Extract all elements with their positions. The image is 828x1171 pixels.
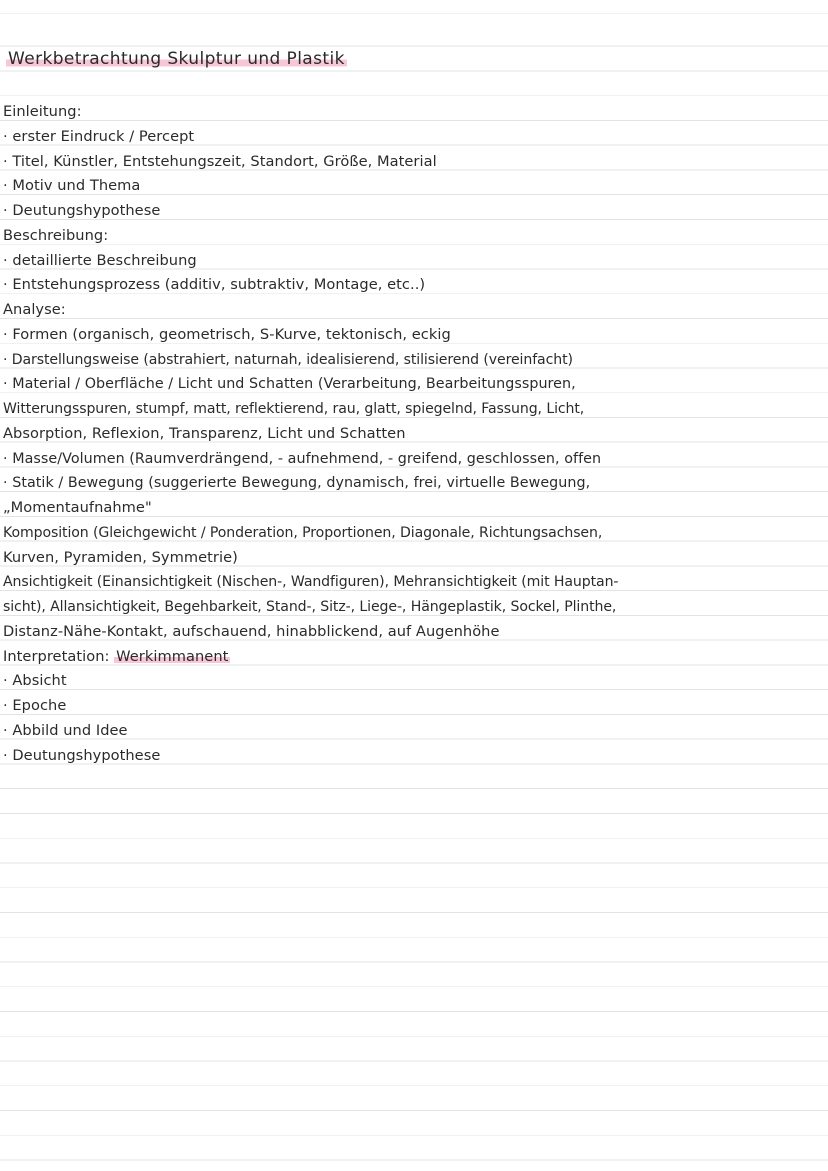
notes-list [3,100,823,768]
note-line: sicht), Allansichtigkeit, Begehbarkeit, Stand-, Sitz-, Liege-, Hängeplastik, Sockel, Plinthe, [3,599,617,615]
note-line: · Deutungshypothese [3,746,161,764]
note-line: · Statik / Bewegung (suggerierte Bewegung, dynamisch, frei, virtuelle Bewegung, [3,475,591,492]
note-line: „Momentaufnahme" [3,499,152,516]
interpretation-text: Interpretation: Werkimmanent [3,647,229,665]
section-heading-einleitung: Einleitung: [3,103,82,120]
title-highlight: Werkbetrachtung Skulptur und Plastik [8,49,345,69]
note-line: · Absicht [3,672,67,690]
section-heading-analyse: Analyse: [3,301,66,318]
note-line: Witterungsspuren, stumpf, matt, reflektierend, rau, glatt, spiegelnd, Fassung, Licht, [3,401,585,417]
note-line: · erster Eindruck / Percept [3,127,195,145]
note-line: · Masse/Volumen (Raumverdrängend, - aufnehmend, - greifend, geschlossen, offen [3,450,602,467]
werkimmanent-highlight: Werkimmanent [116,647,229,665]
note-line: · Abbild und Idee [3,721,128,739]
note-line: · Epoche [3,697,67,714]
note-line: · Formen (organisch, geometrisch, S-Kurve, tektonisch, eckig [3,325,451,343]
note-line: · Motiv und Thema [3,177,141,195]
note-line: Absorption, Reflexion, Transparenz, Licht und Schatten [3,424,406,442]
note-line: · Deutungshypothese [3,202,161,219]
page-title [6,48,347,70]
section-heading-interpretation [3,645,823,670]
note-line: · Darstellungsweise (abstrahiert, naturnah, idealisierend, stilisierend (vereinfacht) [3,351,573,368]
note-line: · detaillierte Beschreibung [3,251,197,269]
note-line: · Titel, Künstler, Entstehungszeit, Standort, Größe, Material [3,152,437,170]
note-line: · Entstehungsprozess (additiv, subtraktiv, Montage, etc..) [3,276,426,294]
note-line: Distanz-Nähe-Kontakt, aufschauend, hinabblickend, auf Augenhöhe [3,622,500,640]
note-line: Ansichtigkeit (Einansichtigkeit (Nischen-, Wandfiguren), Mehransichtigkeit (mit Hauptan- [3,574,619,591]
section-heading-beschreibung: Beschreibung: [3,226,109,244]
note-line: · Material / Oberfläche / Licht und Schatten (Verarbeitung, Bearbeitungsspuren, [3,376,576,393]
note-line: Komposition (Gleichgewicht / Ponderation, Proportionen, Diagonale, Richtungsachsen, [3,524,603,541]
note-line: Kurven, Pyramiden, Symmetrie) [3,548,238,566]
